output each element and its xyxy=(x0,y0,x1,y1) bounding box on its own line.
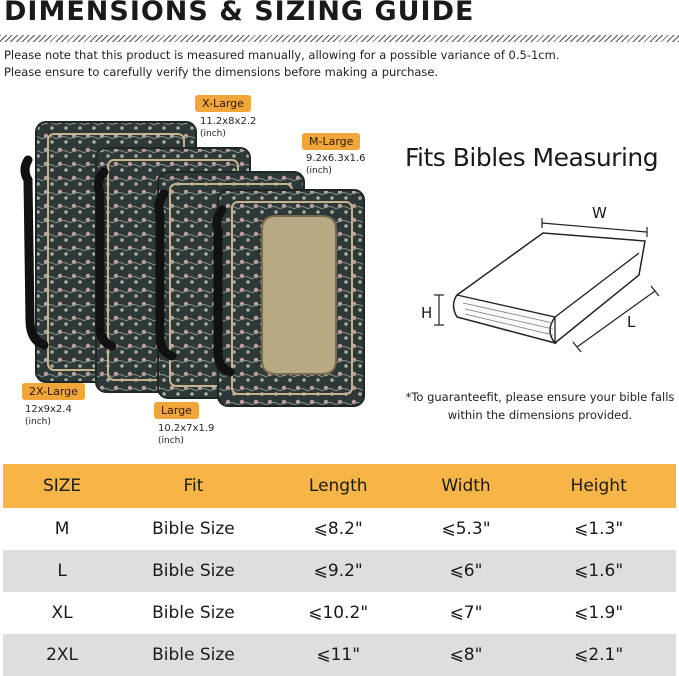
header-height: Height xyxy=(521,464,676,508)
cell-fit: Bible Size xyxy=(121,634,266,676)
header-length: Length xyxy=(266,464,411,508)
dims-m-large-unit: (inch) xyxy=(306,166,332,176)
dims-2x-large-unit: (inch) xyxy=(25,417,51,427)
cell-height: ⩽1.6" xyxy=(521,550,676,592)
dims-2x-large-value: 12x9x2.4 xyxy=(25,404,72,415)
table-row xyxy=(3,592,676,634)
cell-width: ⩽7" xyxy=(449,603,483,623)
dims-m-large xyxy=(306,153,366,177)
cell-size: M xyxy=(54,519,70,539)
height-label: H xyxy=(421,304,433,322)
length-label: L xyxy=(627,313,636,331)
cell-length: ⩽8.2" xyxy=(313,519,363,539)
page-title: DIMENSIONS & SIZING GUIDE xyxy=(4,0,475,27)
dims-m-large-value: 9.2x6.3x1.6 xyxy=(306,153,366,164)
dims-large xyxy=(158,423,214,447)
size-table xyxy=(3,464,676,676)
cell-size: XL xyxy=(51,603,73,623)
cell-fit: Bible Size xyxy=(152,519,235,539)
cell-height: ⩽2.1" xyxy=(521,634,676,676)
cell-size: 2XL xyxy=(3,634,121,676)
dims-2x-large xyxy=(25,404,72,428)
tag-x-large: X-Large xyxy=(195,95,251,112)
cell-width: ⩽5.3" xyxy=(441,519,491,539)
cell-size: L xyxy=(3,550,121,592)
book-dimension-diagram xyxy=(405,195,675,355)
cell-height: ⩽1.9" xyxy=(574,603,624,623)
verify-note: Please ensure to carefully verify the dimensions before making a purchase. xyxy=(4,65,439,79)
cell-length: ⩽9.2" xyxy=(266,550,411,592)
table-row xyxy=(3,550,676,592)
tag-m-large: M-Large xyxy=(302,133,360,150)
dims-large-value: 10.2x7x1.9 xyxy=(158,423,215,434)
fits-heading: Fits Bibles Measuring xyxy=(405,143,659,172)
dims-x-large-unit: (inch) xyxy=(200,129,226,139)
tag-2x-large: 2X-Large xyxy=(22,383,85,400)
table-row xyxy=(3,508,676,550)
dims-large-unit: (inch) xyxy=(158,436,184,446)
header-fit: Fit xyxy=(121,464,266,508)
cell-width: ⩽8" xyxy=(411,634,522,676)
width-label: W xyxy=(592,204,607,222)
cover-m-large xyxy=(217,190,364,406)
cell-length: ⩽11" xyxy=(266,634,411,676)
header-size: SIZE xyxy=(3,464,121,508)
cell-length: ⩽10.2" xyxy=(308,603,369,623)
dims-x-large xyxy=(200,116,256,140)
cell-fit: Bible Size xyxy=(152,603,235,623)
table-header-row xyxy=(3,464,676,508)
tag-large: Large xyxy=(154,402,199,419)
cell-height: ⩽1.3" xyxy=(574,519,624,539)
header-width: Width xyxy=(411,464,522,508)
dims-x-large-value: 11.2x8x2.2 xyxy=(200,116,257,127)
title-divider xyxy=(0,35,679,42)
table-row xyxy=(3,634,676,676)
guarantee-note: *To guaranteefit, please ensure your bible falls within the dimensions provided. xyxy=(405,390,675,422)
cell-width: ⩽6" xyxy=(411,550,522,592)
cell-fit: Bible Size xyxy=(121,550,266,592)
measurement-note: Please note that this product is measured manually, allowing for a possible variance of 0.5-1cm. xyxy=(4,48,560,62)
